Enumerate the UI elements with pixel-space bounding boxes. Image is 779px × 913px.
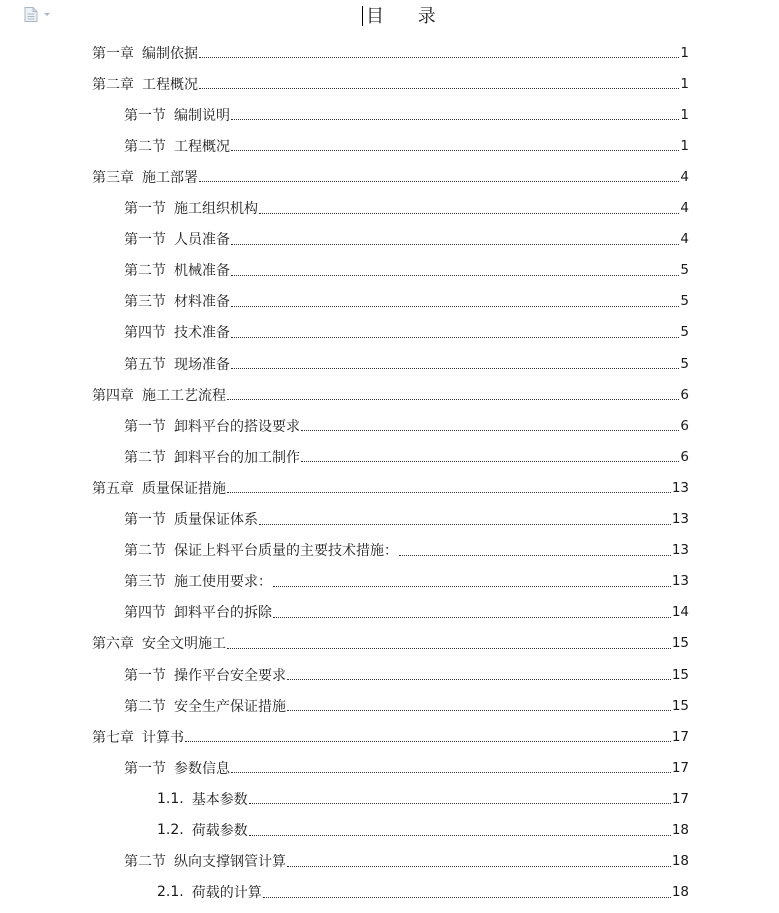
toc-entry-title: 施工工艺流程 xyxy=(142,387,226,404)
toc-entry[interactable] xyxy=(124,441,689,472)
toc-entry[interactable] xyxy=(124,193,689,224)
toc-entry-number: 第三节 xyxy=(124,294,166,311)
toc-entry-page: 13 xyxy=(671,542,689,559)
toc-entry-number: 第三节 xyxy=(124,574,166,591)
dot-leader xyxy=(227,492,671,493)
toc-entry-page: 1 xyxy=(680,44,689,61)
document-icon[interactable] xyxy=(24,7,38,22)
toc-entry-number: 第四节 xyxy=(124,605,166,622)
dot-leader xyxy=(185,741,671,742)
toc-entry-page: 18 xyxy=(671,822,689,838)
toc-entry-title: 编制依据 xyxy=(142,45,198,62)
toc-entry-page: 5 xyxy=(680,324,689,341)
toc-entry-page: 6 xyxy=(680,386,689,403)
toc-entry-title: 工程概况 xyxy=(142,76,198,93)
toc-entry-page: 1 xyxy=(680,106,689,123)
dot-leader xyxy=(399,555,671,556)
page-title: 目 录 xyxy=(366,6,450,27)
toc-entry-page: 13 xyxy=(671,479,689,496)
dot-leader xyxy=(231,337,679,338)
toc-entry-title: 质量保证措施 xyxy=(142,480,226,497)
toc-entry[interactable] xyxy=(92,721,689,752)
toc-entry-number: 第三章 xyxy=(92,169,134,186)
dot-leader xyxy=(287,679,671,680)
toc-entry[interactable] xyxy=(124,566,689,597)
toc-entry-page: 6 xyxy=(680,417,689,434)
toc-entry-page: 18 xyxy=(671,884,689,901)
dot-leader xyxy=(231,772,671,773)
toc-entry-title: 荷载的计算 xyxy=(191,885,262,902)
dot-leader xyxy=(199,57,679,58)
toc-entry-title: 荷载参数 xyxy=(191,823,248,839)
toc-entry-number: 第一节 xyxy=(124,201,166,217)
toc-entry[interactable] xyxy=(124,752,689,783)
toc-entry[interactable] xyxy=(124,504,689,535)
dot-leader xyxy=(231,306,679,307)
toc-entry-number: 第四章 xyxy=(92,387,134,404)
toc-entry-title: 编制说明 xyxy=(174,107,230,124)
toc-entry[interactable] xyxy=(124,224,689,255)
toc-entry-page: 5 xyxy=(680,355,689,372)
toc-entry-page: 17 xyxy=(671,759,689,776)
toc-entry-number: 2.1. xyxy=(157,884,184,901)
toc-entry-page: 13 xyxy=(671,573,689,590)
toc-entry-page: 17 xyxy=(671,728,689,745)
toc-entry[interactable] xyxy=(92,68,689,99)
toc-entry[interactable] xyxy=(124,690,689,721)
toc-entry-title: 计算书 xyxy=(142,729,184,746)
dot-leader xyxy=(249,803,671,804)
toc-entry[interactable] xyxy=(157,815,689,846)
toc-entry-number: 第二节 xyxy=(124,698,166,715)
dot-leader xyxy=(199,88,679,89)
toc-entry-number: 第二节 xyxy=(124,854,166,871)
dot-leader xyxy=(259,524,671,525)
toc-entry-number: 第四节 xyxy=(124,325,166,342)
toc-entry[interactable] xyxy=(124,99,689,130)
toc-entry-title: 操作平台安全要求 xyxy=(174,667,286,684)
toc-entry-title: 质量保证体系 xyxy=(174,512,258,528)
toc-entry[interactable] xyxy=(124,130,689,161)
dot-leader xyxy=(259,213,679,214)
dot-leader xyxy=(273,617,671,618)
dot-leader xyxy=(287,866,671,867)
toc-entry-title: 卸料平台的搭设要求 xyxy=(174,418,300,435)
toc-entry-title: 施工组织机构 xyxy=(174,201,258,217)
toc-entry-number: 第五节 xyxy=(124,356,166,373)
dot-leader xyxy=(199,181,679,182)
dot-leader xyxy=(301,430,679,431)
toc-entry[interactable] xyxy=(124,659,689,690)
toc-entry-title: 纵向支撑钢管计算 xyxy=(174,854,286,871)
toc-entry-page: 15 xyxy=(671,666,689,683)
toc-entry-title: 卸料平台的加工制作 xyxy=(174,449,300,466)
toc-entry[interactable] xyxy=(92,628,689,659)
dot-leader xyxy=(273,586,671,587)
toc-entry-title: 基本参数 xyxy=(191,791,248,808)
toc-entry[interactable] xyxy=(92,37,689,68)
toc-entry-title: 安全文明施工 xyxy=(142,636,226,653)
toc-entry[interactable] xyxy=(124,317,689,348)
toc-entry-page: 1 xyxy=(680,75,689,92)
dot-leader xyxy=(301,461,679,462)
toc-entry[interactable] xyxy=(124,286,689,317)
toc-entry-number: 第五章 xyxy=(92,480,134,497)
toc-entry-number: 第二节 xyxy=(124,138,166,155)
toc-entry-page: 5 xyxy=(680,293,689,310)
toc-entry[interactable] xyxy=(124,535,689,566)
toc-entry-title: 保证上料平台质量的主要技术措施： xyxy=(174,543,398,560)
toc-entry-number: 第六章 xyxy=(92,636,134,653)
toc-entry[interactable] xyxy=(92,379,689,410)
toc-entry[interactable] xyxy=(124,348,689,379)
toc-entry-number: 第一节 xyxy=(124,107,166,124)
toc-entry-page: 4 xyxy=(680,231,689,248)
toc-entry[interactable] xyxy=(124,410,689,441)
toc-entry-number: 第二节 xyxy=(124,449,166,466)
toc-entry[interactable] xyxy=(157,877,689,908)
toc-entry-page: 4 xyxy=(680,168,689,185)
toc-entry[interactable] xyxy=(92,472,689,503)
toc-entry-title: 材料准备 xyxy=(174,294,230,311)
toc-entry-title: 施工部署 xyxy=(142,169,198,186)
dot-leader xyxy=(249,835,671,836)
dot-leader xyxy=(231,275,679,276)
chevron-down-icon[interactable] xyxy=(44,13,50,16)
toc-entry-title: 施工使用要求： xyxy=(174,574,272,591)
toc-entry-title: 参数信息 xyxy=(174,760,230,777)
toc-entry-number: 第七章 xyxy=(92,729,134,746)
dot-leader xyxy=(231,244,679,245)
toc-entry[interactable] xyxy=(124,255,689,286)
dot-leader xyxy=(231,368,679,369)
dot-leader xyxy=(231,119,679,120)
toc-entry-page: 5 xyxy=(680,262,689,279)
dot-leader xyxy=(227,399,679,400)
toc-entry[interactable] xyxy=(157,783,689,814)
toc-entry[interactable] xyxy=(124,597,689,628)
toc-entry-page: 18 xyxy=(671,853,689,870)
toc-entry-title: 安全生产保证措施 xyxy=(174,698,286,715)
toc-entry-page: 4 xyxy=(680,200,689,216)
toc-entry-page: 6 xyxy=(680,448,689,465)
dot-leader xyxy=(227,648,671,649)
dot-leader xyxy=(263,897,671,898)
toc-entry-number: 1.2. xyxy=(157,822,184,838)
toc-entry-title: 工程概况 xyxy=(174,138,230,155)
toc-entry-number: 第二节 xyxy=(124,263,166,280)
toc-entry-page: 17 xyxy=(671,790,689,807)
dot-leader xyxy=(231,150,679,151)
toc-entry-number: 第一节 xyxy=(124,512,166,528)
toc-entry[interactable] xyxy=(124,846,689,877)
toc-entry-number: 第二节 xyxy=(124,543,166,560)
toc-entry-page: 15 xyxy=(671,635,689,652)
toc-entry-title: 卸料平台的拆除 xyxy=(174,605,272,622)
toc-entry-page: 15 xyxy=(671,697,689,714)
text-cursor xyxy=(362,6,363,26)
toc-entry-number: 1.1. xyxy=(157,790,184,807)
toc-entry-page: 13 xyxy=(671,511,689,527)
toc-entry-title: 技术准备 xyxy=(174,325,230,342)
toc-entry-number: 第一节 xyxy=(124,760,166,777)
toc-entry-number: 第一节 xyxy=(124,418,166,435)
toc-entry-title: 机械准备 xyxy=(174,263,230,280)
toc-entry-number: 第一节 xyxy=(124,232,166,249)
toc-entry-page: 14 xyxy=(671,604,689,621)
toc-entry-title: 人员准备 xyxy=(174,232,230,249)
toc-entry[interactable] xyxy=(92,161,689,192)
toc-entry-page: 1 xyxy=(680,137,689,154)
toc-entry-number: 第一节 xyxy=(124,667,166,684)
toc-entry-title: 现场准备 xyxy=(174,356,230,373)
toc-entry-number: 第一章 xyxy=(92,45,134,62)
dot-leader xyxy=(287,710,671,711)
toc-entry-number: 第二章 xyxy=(92,76,134,93)
